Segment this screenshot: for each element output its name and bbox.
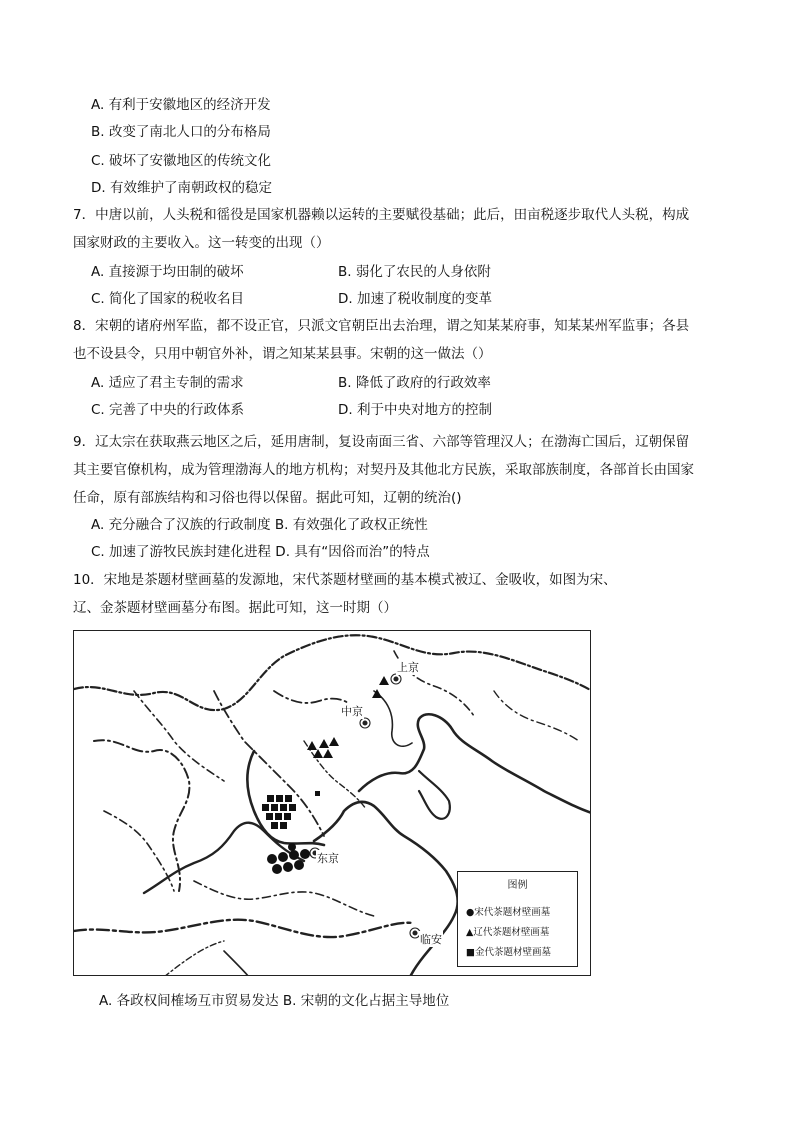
q9-stem-line3: 任命，原有部族结构和习俗也得以保留。据此可知，辽朝的统治() — [73, 490, 462, 506]
song-circle-icon: ● — [466, 907, 475, 918]
q6-option-a: A. 有利于安徽地区的经济开发 — [91, 97, 271, 113]
q10-options-ab: A. 各政权间榷场互市贸易发达 B. 宋朝的文化占据主导地位 — [99, 993, 450, 1009]
q9-options-cd: C. 加速了游牧民族封建化进程 D. 具有“因俗而治”的特点 — [91, 544, 430, 560]
q8-option-b: B. 降低了政府的行政效率 — [338, 375, 491, 391]
q6-option-b: B. 改变了南北人口的分布格局 — [91, 124, 271, 140]
q7-stem-line1: 7．中唐以前，人头税和徭役是国家机器赖以运转的主要赋役基础；此后，田亩税逐步取代人头税，构成 — [73, 207, 690, 223]
q7-option-d: D. 加速了税收制度的变革 — [338, 291, 492, 307]
tea-mural-tomb-map — [73, 630, 591, 976]
city-label-linan: 临安 — [420, 933, 442, 946]
city-label-dongjing: 东京 — [317, 852, 339, 865]
q6-option-d: D. 有效维护了南朝政权的稳定 — [91, 180, 272, 196]
city-label-shangjing: 上京 — [397, 661, 419, 674]
q9-options-ab: A. 充分融合了汉族的行政制度 B. 有效强化了政权正统性 — [91, 517, 428, 533]
legend-title: 图例 — [507, 880, 528, 891]
q8-option-d: D. 利于中央对地方的控制 — [338, 402, 492, 418]
q9-stem-line2: 其主要官僚机构，成为管理渤海人的地方机构；对契丹及其他北方民族，采取部族制度，各部首长由国家 — [73, 462, 694, 478]
liao-triangle-icon: ▲ — [466, 927, 474, 938]
q10-stem-line2: 辽、金茶题材壁画墓分布图。据此可知，这一时期（） — [73, 600, 397, 616]
q7-option-a: A. 直接源于均田制的破坏 — [91, 264, 244, 280]
q9-stem-line1: 9．辽太宗在获取燕云地区之后，延用唐制，复设南面三省、六部等管理汉人；在渤海亡国后，辽朝保留 — [73, 434, 690, 450]
q8-stem-line2: 也不设县令，只用中朝官外补，谓之知某某县事。宋朝的这一做法（） — [73, 346, 492, 362]
legend-item-jin: ■金代茶题材壁画墓 — [466, 947, 551, 958]
legend-item-liao: ▲辽代茶题材壁画墓 — [466, 927, 550, 938]
q8-option-a: A. 适应了君主专制的需求 — [91, 375, 244, 391]
q7-option-b: B. 弱化了农民的人身依附 — [338, 264, 491, 280]
q6-option-c: C. 破坏了安徽地区的传统文化 — [91, 153, 272, 169]
jin-square-icon: ■ — [466, 947, 475, 958]
legend-item-song: ●宋代茶题材壁画墓 — [466, 907, 551, 918]
q10-stem-line1: 10．宋地是茶题材壁画墓的发源地，宋代茶题材壁画的基本模式被辽、金吸收，如图为宋、 — [73, 572, 617, 588]
city-label-zhongjing: 中京 — [341, 705, 363, 718]
map-legend — [457, 871, 578, 967]
q7-stem-line2: 国家财政的主要收入。这一转变的出现（） — [73, 235, 330, 251]
q7-option-c: C. 简化了国家的税收名目 — [91, 291, 245, 307]
q8-stem-line1: 8．宋朝的诸府州军监，都不设正官，只派文官朝臣出去治理，谓之知某某府事，知某某州军监事；各县 — [73, 318, 690, 334]
q8-option-c: C. 完善了中央的行政体系 — [91, 402, 245, 418]
